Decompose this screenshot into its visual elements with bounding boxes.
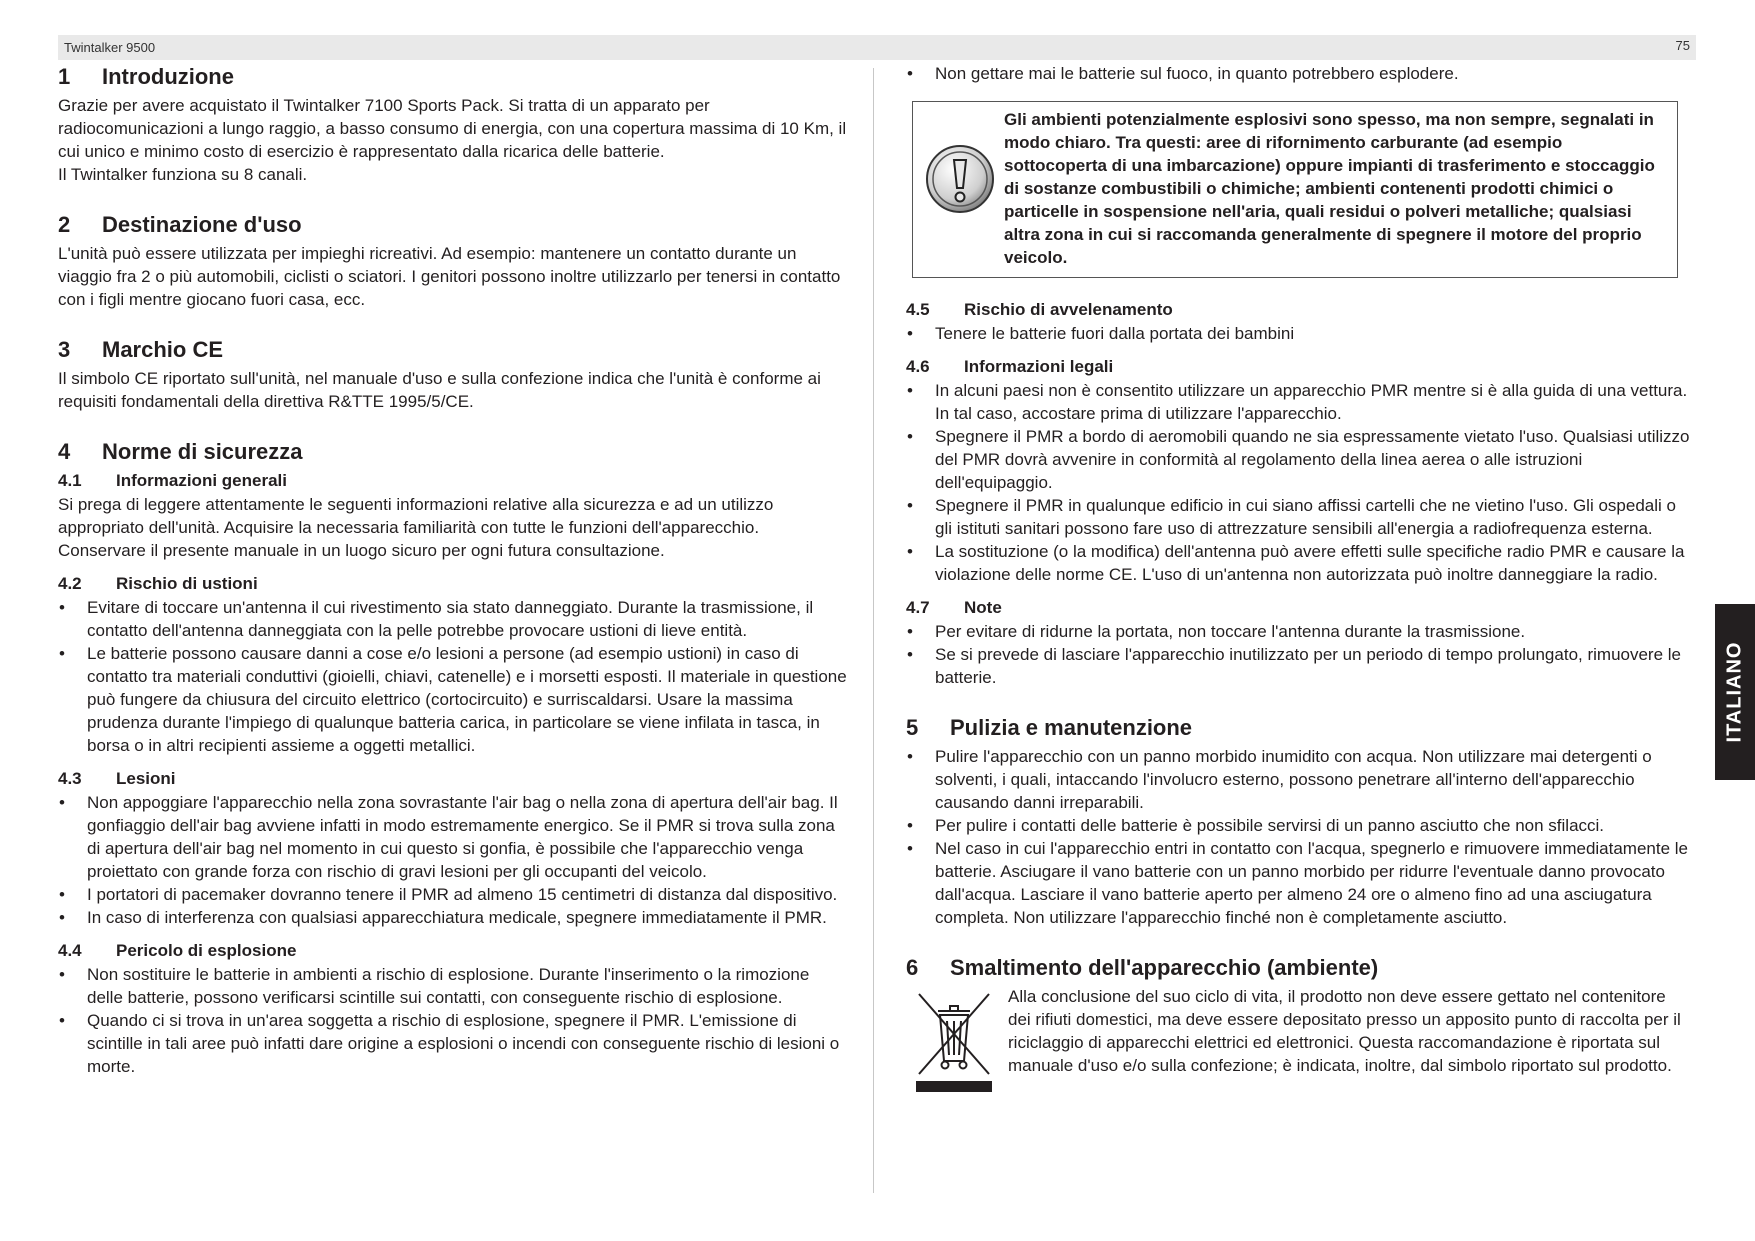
section-6-heading: 6 Smaltimento dell'apparecchio (ambiente) [906, 955, 1379, 980]
warning-icon [925, 144, 995, 214]
section-1-text: Grazie per avere acquistato il Twintalker 7100 Sports Pack. Si tratta di un apparato per radiocomunicazioni a lungo raggio, a basso consumo di energia, con una copertura massima di 10 Km, il cui unico e minimo costo di esercizio è rappresentato dalla ricarica delle batterie. [58, 96, 847, 161]
list-item: • Se si prevede di lasciare l'apparecchio inutilizzato per un periodo di tempo prolungato, rimuovere le batterie. [906, 643, 1696, 689]
section-4-6-heading: 4.6 Informazioni legali [906, 357, 1114, 376]
section-4-4-list [58, 963, 848, 1078]
section-4-7-list [906, 620, 1696, 689]
section-1-text-2: Il Twintalker funziona su 8 canali. [58, 165, 308, 184]
warning-text: Gli ambienti potenzialmente esplosivi sono spesso, ma non sempre, segnalati in modo chiaro. Tra questi: aree di rifornimento carburante (ad esempio sottocoperta di una imbarcazione) oppure impianti di trasferimento e stoccaggio di sostanze combustibili o chimiche; ambienti contenenti prodotti chimici o particelle in sospensione nell'aria, quali residui o polveri metalliche; qualsiasi altra zona in cui si raccomanda generalmente di spegnere il motore del proprio veicolo. [1004, 110, 1655, 267]
left-column [58, 62, 848, 1078]
section-4-4-heading: 4.4 Pericolo di esplosione [58, 941, 297, 960]
list-item: • Per evitare di ridurne la portata, non toccare l'antenna durante la trasmissione. [906, 620, 1696, 643]
page-number: 75 [1675, 38, 1690, 53]
section-4-7-heading: 4.7 Note [906, 598, 1002, 617]
section-4-6-list [906, 379, 1696, 586]
crossed-bin-icon [914, 989, 994, 1093]
list-item: • I portatori di pacemaker dovranno tenere il PMR ad almeno 15 centimetri di distanza dal dispositivo. [58, 883, 848, 906]
list-item: • Spegnere il PMR in qualunque edificio in cui siano affissi cartelli che ne vietino l'uso. Gli ospedali o gli istituti sanitari possono fare uso di attrezzature sensibili all'energia a radiofrequenza esterna. [906, 494, 1696, 540]
list-item: • Tenere le batterie fuori dalla portata dei bambini [906, 322, 1696, 345]
list-item: • Pulire l'apparecchio con un panno morbido inumidito con acqua. Non utilizzare mai detergenti o solventi, i quali, intaccando l'involucro esterno, possono penetrare all'interno dell'apparecchio causando danni irreparabili. [906, 745, 1696, 814]
list-item: • Spegnere il PMR a bordo di aeromobili quando ne sia espressamente vietato l'uso. Qualsiasi utilizzo del PMR dovrà avvenire in conformità al regolamento della linea aerea o alle istruzioni dell'equipaggio. [906, 425, 1696, 494]
section-4-1-text: Si prega di leggere attentamente le seguenti informazioni relative alla sicurezza e ad un utilizzo appropriato dell'unità. Acquisire la necessaria familiarità con tutte le funzioni dell'apparecchio. Conservare il presente manuale in un luogo sicuro per ogni futura consultazione. [58, 495, 774, 560]
right-column [906, 62, 1696, 1105]
section-4-3-list [58, 791, 848, 929]
list-item: • Non gettare mai le batterie sul fuoco, in quanto potrebbero esplodere. [906, 62, 1696, 85]
section-4-heading: 4 Norme di sicurezza [58, 439, 303, 464]
section-6-text: Alla conclusione del suo ciclo di vita, il prodotto non deve essere gettato nel contenitore dei rifiuti domestici, ma deve essere depositato presso un apposito punto di raccolta per il riciclaggio di apparecchi elettrici ed elettronici. Questa raccomandazione è riportata sul manuale d'uso e/o sulla confezione; è indicata, inoltre, dal simbolo riportato sul prodotto. [1008, 987, 1681, 1075]
section-4-5-list [906, 322, 1696, 345]
section-5-heading: 5 Pulizia e manutenzione [906, 715, 1193, 740]
list-item: • Non appoggiare l'apparecchio nella zona sovrastante l'air bag o nella zona di apertura dell'air bag. Il gonfiaggio dell'air bag avviene infatti in modo estremamente energico. Se il PMR si trova sulla zona di apertura dell'air bag nel momento in cui questo si gonfia, è possibile che l'apparecchio venga proiettato con grande forza con rischio di gravi lesioni per gli occupanti del veicolo. [58, 791, 848, 883]
language-tab-label: ITALIANO [1723, 641, 1746, 743]
page-header [58, 35, 1696, 60]
section-4-1-heading: 4.1 Informazioni generali [58, 471, 287, 490]
document-title: Twintalker 9500 [64, 40, 156, 55]
list-item: • In caso di interferenza con qualsiasi apparecchiatura medicale, spegnere immediatamente il PMR. [58, 906, 848, 929]
warning-box [912, 101, 1678, 278]
list-item: • Nel caso in cui l'apparecchio entri in contatto con l'acqua, spegnerlo e rimuovere immediatamente le batterie. Asciugare il vano batterie con un panno morbido per ridurre l'eventuale danno provocato dall'acqua. Lasciare il vano batterie aperto per almeno 24 ore o almeno fino ad una asciugatura completa. Non utilizzare l'apparecchio finché non è completamente asciutto. [906, 837, 1696, 929]
section-1-heading: 1 Introduzione [58, 64, 234, 89]
list-item: • Le batterie possono causare danni a cose e/o lesioni a persone (ad esempio ustioni) in caso di contatto tra materiali conduttivi (gioielli, chiavi, catenelle) e i morsetti esposti. Il materiale in questione può fungere da chiusura del circuito elettrico (cortocircuito) e surriscaldarsi. Usare la massima prudenza durante l'impiego di qualunque batteria carica, in particolare se viene infilata in tasca, in borsa o in altri recipienti assieme a oggetti metallici. [58, 642, 848, 757]
section-4-2-list [58, 596, 848, 757]
section-3-text: Il simbolo CE riportato sull'unità, nel manuale d'uso e sulla confezione indica che l'unità è conforme ai requisiti fondamentali della direttiva R&TTE 1995/5/CE. [58, 369, 821, 411]
section-2-text: L'unità può essere utilizzata per impieghi ricreativi. Ad esempio: mantenere un contatto durante un viaggio fra 2 o più automobili, ciclisti o sciatori. I genitori possono inoltre utilizzarlo per tenersi in contatto con i figli mentre giocano fuori casa, ecc. [58, 244, 841, 309]
section-5-list [906, 745, 1696, 929]
section-4-5-heading: 4.5 Rischio di avvelenamento [906, 300, 1173, 319]
list-item: • In alcuni paesi non è consentito utilizzare un apparecchio PMR mentre si è alla guida di una vettura. In tal caso, accostare prima di utilizzare l'apparecchio. [906, 379, 1696, 425]
disposal-block [906, 985, 1696, 1105]
list-item: • Non sostituire le batterie in ambienti a rischio di esplosione. Durante l'inserimento o la rimozione delle batterie, possono verificarsi scintille sui contatti, con conseguente rischio di esplosione. [58, 963, 848, 1009]
list-item: • Per pulire i contatti delle batterie è possibile servirsi di un panno asciutto che non sfilacci. [906, 814, 1696, 837]
list-item: • La sostituzione (o la modifica) dell'antenna può avere effetti sulle specifiche radio PMR e causare la violazione delle norme CE. L'uso di un'antenna non autorizzata può inoltre danneggiare la radio. [906, 540, 1696, 586]
language-tab [1715, 604, 1755, 780]
section-4-3-heading: 4.3 Lesioni [58, 769, 176, 788]
column-divider [873, 68, 874, 1193]
list-item: • Quando ci si trova in un'area soggetta a rischio di esplosione, spegnere il PMR. L'emissione di scintille in tali aree può infatti dare origine a esplosioni o incendi con conseguente rischio di lesioni o morte. [58, 1009, 848, 1078]
section-2-heading: 2 Destinazione d'uso [58, 212, 302, 237]
list-item: • Evitare di toccare un'antenna il cui rivestimento sia stato danneggiato. Durante la trasmissione, il contatto dell'antenna danneggiata con la pelle potrebbe provocare ustioni di lieve entità. [58, 596, 848, 642]
section-4-4-list-continued [906, 62, 1696, 85]
section-3-heading: 3 Marchio CE [58, 337, 224, 362]
section-4-2-heading: 4.2 Rischio di ustioni [58, 574, 258, 593]
